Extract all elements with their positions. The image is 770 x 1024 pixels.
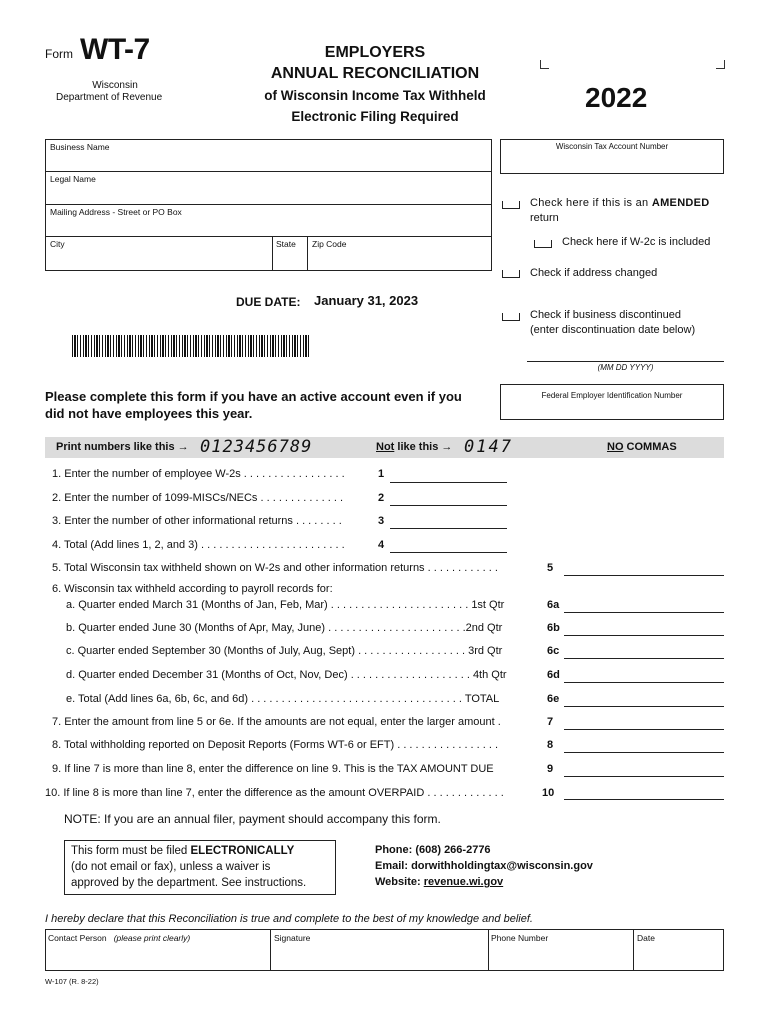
city-field[interactable]: City: [50, 239, 65, 249]
contact-person-field[interactable]: Contact Person (please print clearly): [48, 933, 191, 943]
address-divider-1: [45, 171, 492, 172]
state-field[interactable]: State: [276, 239, 296, 249]
line-4-text: 4. Total (Add lines 1, 2, and 3) . . . . . . . . . . . . . . . . . . . . . . . .: [52, 539, 345, 551]
signature-divider: [270, 929, 271, 971]
phone-divider: [488, 929, 489, 971]
instruction-line2: did not have employees this year.: [45, 406, 253, 421]
discontinued-checkbox[interactable]: [502, 313, 520, 321]
tax-account-label: Wisconsin Tax Account Number: [555, 142, 669, 151]
agency-line2: Department of Revenue: [56, 92, 163, 103]
mailing-address-field[interactable]: Mailing Address - Street or PO Box: [50, 207, 182, 217]
amended-label: Check here if this is an AMENDED: [530, 197, 710, 209]
w2c-label: Check here if W-2c is included: [562, 236, 711, 248]
form-revision: W-107 (R. 8-22): [45, 977, 99, 986]
line-2-num: 2: [378, 492, 385, 504]
print-like-label: Print numbers like this →: [56, 441, 189, 453]
corner-mark-right: [716, 60, 725, 69]
address-divider-3: [45, 236, 492, 237]
line-7-input[interactable]: [564, 729, 724, 730]
contact-website: Website: revenue.wi.gov: [375, 876, 504, 888]
line-8-text: 8. Total withholding reported on Deposit Reports (Forms WT-6 or EFT) . . . . . . . . . . . . . . . . .: [52, 739, 499, 751]
line-9-num: 9: [547, 763, 554, 775]
barcode: [72, 335, 310, 357]
signature-field[interactable]: Signature: [274, 933, 311, 943]
bad-sample-numbers: 0147: [464, 437, 513, 457]
line-6a-num: 6a: [547, 599, 560, 611]
form-code: WT-7: [80, 33, 150, 66]
date-field[interactable]: Date: [637, 933, 655, 943]
line-1-input[interactable]: [390, 482, 507, 483]
address-divider-2: [45, 204, 492, 205]
line-6b-input[interactable]: [564, 635, 724, 636]
line-1-text: 1. Enter the number of employee W-2s . . . . . . . . . . . . . . . . .: [52, 468, 345, 480]
amended-checkbox[interactable]: [502, 201, 520, 209]
line-10-input[interactable]: [564, 799, 724, 800]
website-link[interactable]: revenue.wi.gov: [423, 876, 504, 888]
line-6d-num: 6d: [547, 669, 560, 681]
line-8-num: 8: [547, 739, 554, 751]
line-6e-num: 6e: [547, 693, 560, 705]
fein-label: Federal Employer Identification Number: [541, 391, 683, 400]
not-like-label: Not like this →: [376, 441, 453, 453]
contact-email: Email: dorwithholdingtax@wisconsin.gov: [375, 860, 593, 872]
efile-line1: This form must be filed ELECTRONICALLY: [71, 845, 295, 857]
line-3-input[interactable]: [390, 528, 507, 529]
title-line1: EMPLOYERS: [324, 44, 426, 61]
line-10-num: 10: [542, 787, 555, 799]
date-format-hint: (MM DD YYYY): [597, 363, 654, 372]
line-5-num: 5: [547, 562, 554, 574]
line-9-text: 9. If line 7 is more than line 8, enter the difference on line 9. This is the TAX AMOUNT DUE: [52, 763, 494, 775]
no-commas-label: NO COMMAS: [607, 441, 677, 453]
zip-divider: [307, 236, 308, 271]
discontinued-hint: (enter discontinuation date below): [530, 324, 696, 336]
title-line3: of Wisconsin Income Tax Withheld: [264, 88, 486, 103]
legal-name-field[interactable]: Legal Name: [50, 174, 96, 184]
zip-field[interactable]: Zip Code: [312, 239, 347, 249]
line-6-text: 6. Wisconsin tax withheld according to payroll records for:: [52, 583, 333, 595]
line-6c-input[interactable]: [564, 658, 724, 659]
due-date-value: January 31, 2023: [314, 293, 419, 308]
line-6d-input[interactable]: [564, 682, 724, 683]
line-6e-text: e. Total (Add lines 6a, 6b, 6c, and 6d) . . . . . . . . . . . . . . . . . . . . . . . . . . . . . . . . . . . TOTAL: [66, 693, 500, 705]
line-7-num: 7: [547, 716, 554, 728]
efile-line2: (do not email or fax), unless a waiver is: [71, 861, 271, 873]
line-6a-text: a. Quarter ended March 31 (Months of Jan, Feb, Mar) . . . . . . . . . . . . . . . . . . . . . . . 1st Qtr: [66, 599, 505, 611]
contact-phone: Phone: (608) 266-2776: [375, 844, 491, 856]
address-changed-checkbox[interactable]: [502, 270, 520, 278]
line-6c-num: 6c: [547, 645, 560, 657]
address-block: [45, 139, 492, 271]
line-6b-num: 6b: [547, 622, 560, 634]
amended-return-label: return: [530, 212, 559, 224]
state-divider: [272, 236, 273, 271]
business-name-field[interactable]: Business Name: [50, 142, 110, 152]
title-line4: Electronic Filing Required: [291, 109, 459, 124]
line-3-text: 3. Enter the number of other informational returns . . . . . . . .: [52, 515, 342, 527]
line-5-text: 5. Total Wisconsin tax withheld shown on W-2s and other information returns . . . . . . . . . . . .: [52, 562, 498, 574]
line-6e-input[interactable]: [564, 706, 724, 707]
due-date-label: DUE DATE:: [236, 295, 301, 309]
tax-year: 2022: [585, 82, 648, 113]
sample-numbers: 0123456789: [200, 437, 313, 457]
line-3-num: 3: [378, 515, 385, 527]
w2c-checkbox[interactable]: [534, 240, 552, 248]
declaration: I hereby declare that this Reconciliation is true and complete to the best of my knowledge and belief.: [45, 913, 533, 925]
fein-box[interactable]: [500, 384, 724, 420]
annual-filer-note: NOTE: If you are an annual filer, payment should accompany this form.: [64, 812, 441, 826]
instruction-line1: Please complete this form if you have an active account even if you: [45, 389, 462, 404]
line-8-input[interactable]: [564, 752, 724, 753]
form-word: Form: [45, 47, 73, 61]
line-5-input[interactable]: [564, 575, 724, 576]
line-9-input[interactable]: [564, 776, 724, 777]
corner-mark-left: [540, 60, 549, 69]
line-1-num: 1: [378, 468, 385, 480]
phone-number-field[interactable]: Phone Number: [491, 933, 549, 943]
agency-line1: Wisconsin: [92, 80, 138, 91]
line-4-num: 4: [378, 539, 385, 551]
line-7-text: 7. Enter the amount from line 5 or 6e. If the amounts are not equal, enter the larger amount .: [52, 716, 501, 728]
line-2-input[interactable]: [390, 505, 507, 506]
discontinuation-date-line[interactable]: [527, 361, 724, 362]
line-6a-input[interactable]: [564, 612, 724, 613]
line-6b-text: b. Quarter ended June 30 (Months of Apr, May, June) . . . . . . . . . . . . . . . . . . . . . . .2nd Qtr: [66, 622, 503, 634]
title-line2: ANNUAL RECONCILIATION: [270, 65, 480, 82]
discontinued-label: Check if business discontinued: [530, 309, 682, 321]
line-4-input[interactable]: [390, 552, 507, 553]
line-6c-text: c. Quarter ended September 30 (Months of July, Aug, Sept) . . . . . . . . . . . . . . . . . . 3rd Qtr: [66, 645, 503, 657]
address-changed-label: Check if address changed: [530, 267, 658, 279]
efile-line3: approved by the department. See instructions.: [71, 877, 307, 889]
line-6d-text: d. Quarter ended December 31 (Months of Oct, Nov, Dec) . . . . . . . . . . . . . . . . . . . . 4th Qtr: [66, 669, 507, 681]
date-divider: [633, 929, 634, 971]
line-10-text: 10. If line 8 is more than line 7, enter the difference as the amount OVERPAID . . . . . . . . . . . . .: [45, 787, 504, 799]
line-2-text: 2. Enter the number of 1099-MISCs/NECs . . . . . . . . . . . . . .: [52, 492, 343, 504]
